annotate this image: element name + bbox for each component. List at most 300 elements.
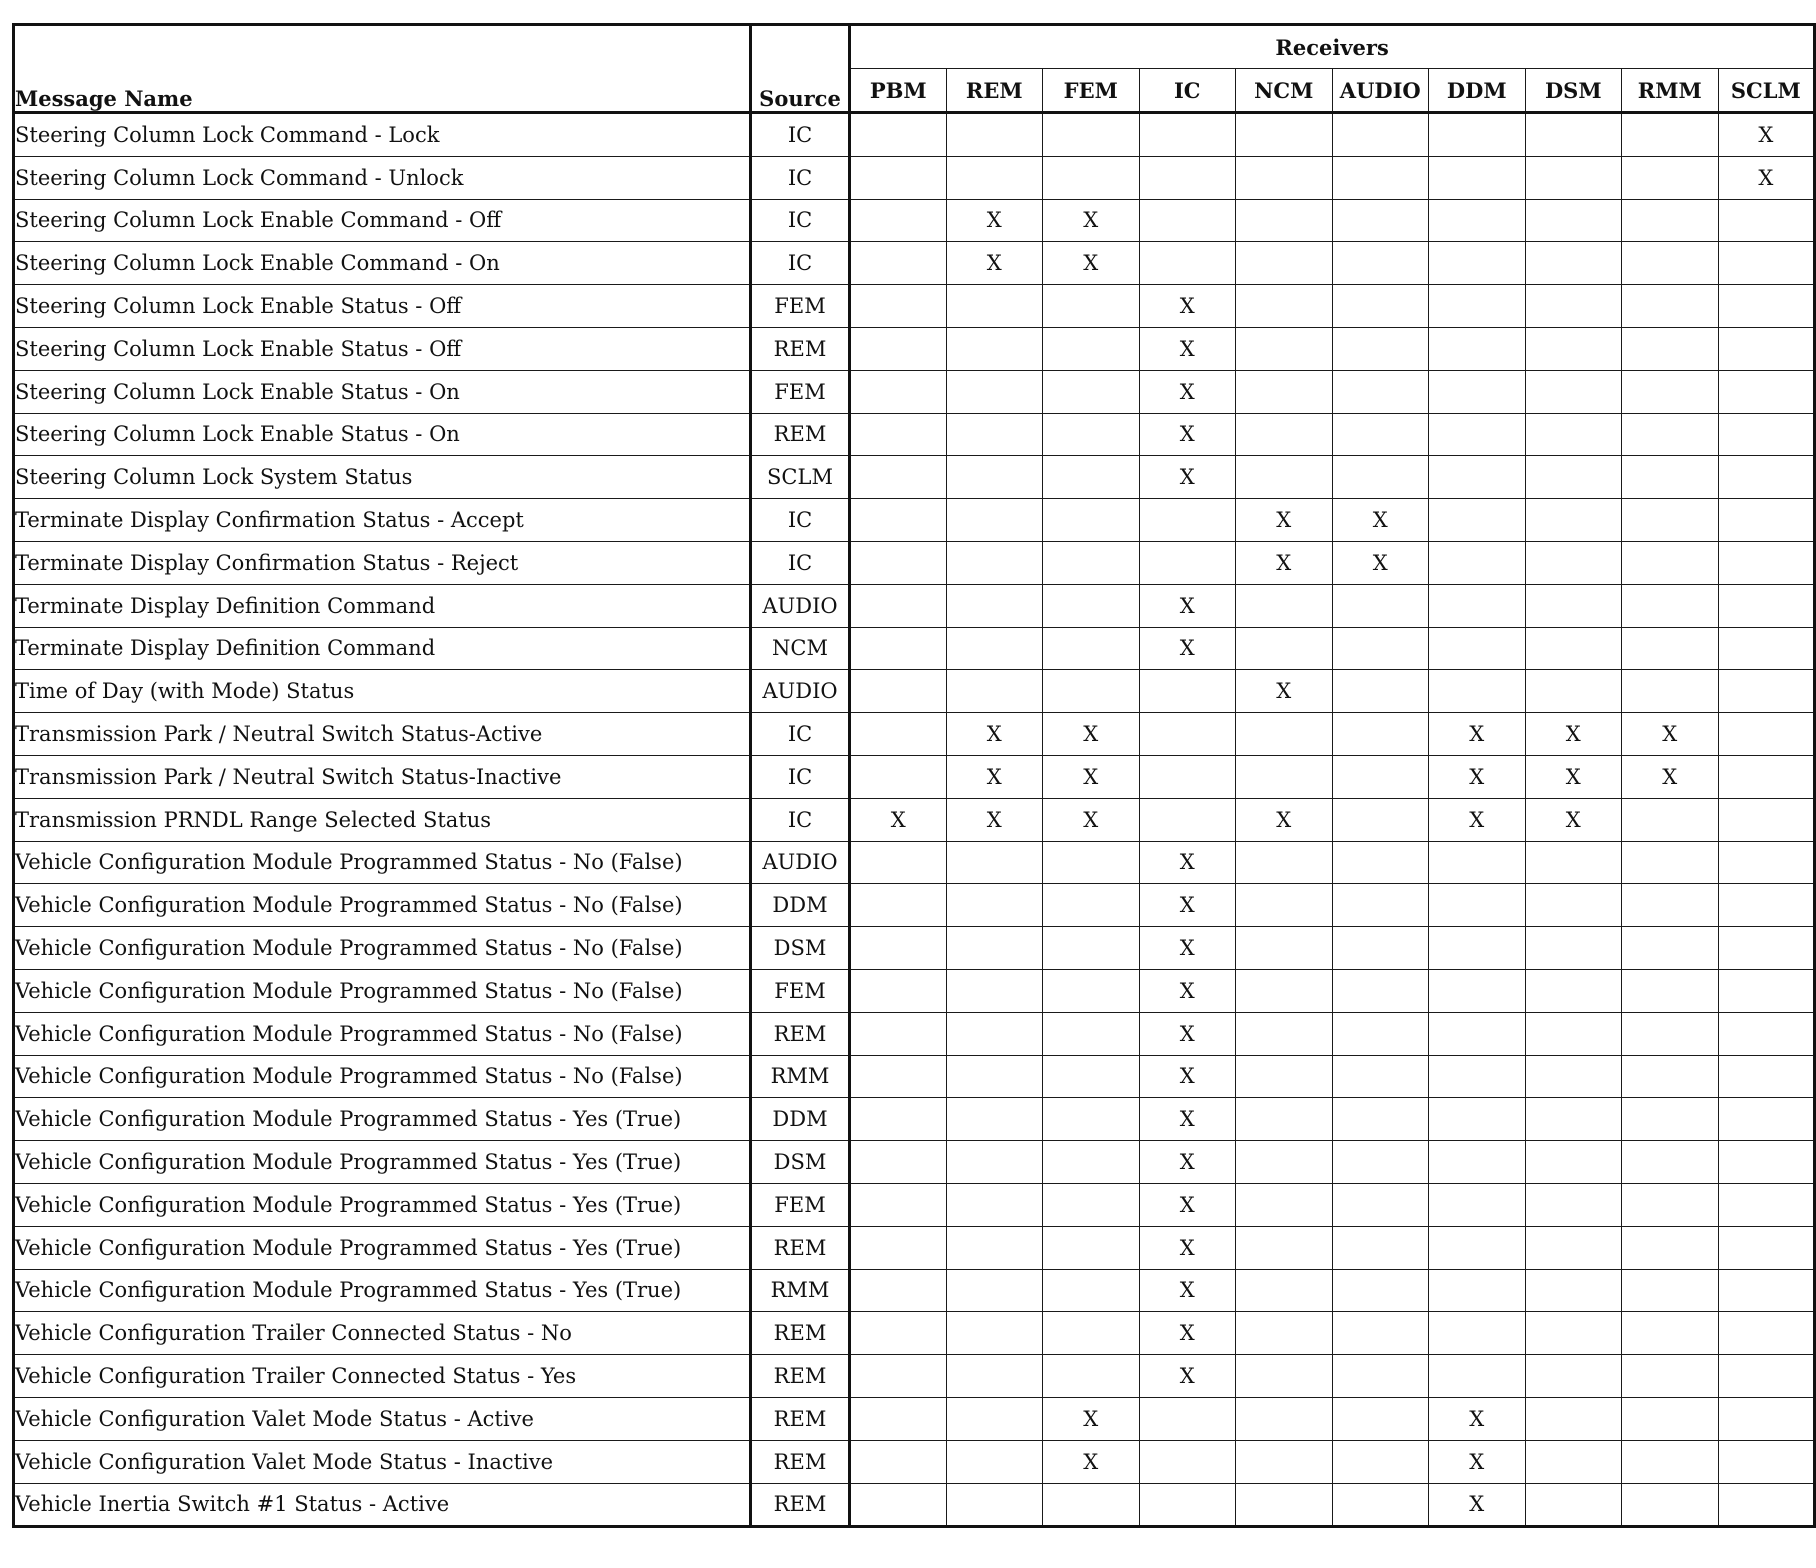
receiver-cell-ncm [1236, 1226, 1333, 1269]
receiver-cell-audio [1332, 1141, 1429, 1184]
receiver-cell-ic [1139, 1183, 1236, 1226]
receiver-cell-ic [1139, 1141, 1236, 1184]
source-cell: IC [751, 798, 850, 841]
receiver-cell-ic [1139, 156, 1236, 199]
receiver-cell-rmm [1622, 1012, 1719, 1055]
receiver-cell-audio [1332, 798, 1429, 841]
source-cell: IC [751, 199, 850, 242]
message-name-cell: Vehicle Configuration Module Programmed Status - No (False) [14, 884, 751, 927]
receiver-cell-dsm [1525, 713, 1622, 756]
receiver-cell-dsm [1525, 199, 1622, 242]
message-name-cell: Vehicle Configuration Module Programmed Status - No (False) [14, 1055, 751, 1098]
receiver-cell-pbm [850, 584, 947, 627]
table-row [14, 1312, 1815, 1355]
receiver-cell-audio [1332, 1312, 1429, 1355]
receiver-cell-sclm [1718, 1055, 1815, 1098]
header-receiver-sclm: SCLM [1718, 69, 1815, 113]
receiver-mark: X [1758, 122, 1774, 147]
receiver-cell-ncm [1236, 1397, 1333, 1440]
receiver-mark: X [1469, 807, 1485, 832]
receiver-cell-pbm [850, 113, 947, 157]
receiver-cell-rmm [1622, 1397, 1719, 1440]
source-cell: AUDIO [751, 584, 850, 627]
message-name-cell: Transmission Park / Neutral Switch Status-Inactive [14, 755, 751, 798]
receiver-cell-fem [1043, 1397, 1140, 1440]
receiver-cell-fem [1043, 841, 1140, 884]
receiver-cell-fem [1043, 584, 1140, 627]
receiver-mark: X [1179, 1021, 1195, 1046]
message-name-cell: Vehicle Configuration Valet Mode Status - Active [14, 1397, 751, 1440]
receiver-cell-ic [1139, 541, 1236, 584]
receiver-cell-rem [946, 670, 1043, 713]
receiver-cell-dsm [1525, 584, 1622, 627]
message-name-cell: Vehicle Configuration Module Programmed Status - Yes (True) [14, 1098, 751, 1141]
source-cell: FEM [751, 285, 850, 328]
receiver-cell-ncm [1236, 1012, 1333, 1055]
table-row [14, 413, 1815, 456]
receiver-cell-dsm [1525, 798, 1622, 841]
message-name-cell: Steering Column Lock Enable Status - On [14, 370, 751, 413]
receiver-cell-fem [1043, 627, 1140, 670]
receiver-mark: X [1565, 722, 1581, 747]
receiver-cell-fem [1043, 1483, 1140, 1527]
source-cell: RMM [751, 1055, 850, 1098]
receiver-cell-ncm [1236, 1055, 1333, 1098]
receiver-cell-rmm [1622, 670, 1719, 713]
receiver-cell-ddm [1429, 1440, 1526, 1483]
receiver-cell-audio [1332, 1183, 1429, 1226]
receiver-cell-ic [1139, 413, 1236, 456]
receiver-cell-sclm [1718, 1183, 1815, 1226]
receiver-cell-sclm [1718, 1269, 1815, 1312]
table-row [14, 1269, 1815, 1312]
receiver-cell-audio [1332, 584, 1429, 627]
receiver-cell-fem [1043, 1012, 1140, 1055]
receiver-cell-dsm [1525, 1055, 1622, 1098]
receiver-mark: X [890, 807, 906, 832]
receiver-cell-audio [1332, 670, 1429, 713]
receiver-cell-sclm [1718, 113, 1815, 157]
receiver-mark: X [1179, 1321, 1195, 1346]
source-cell: REM [751, 1355, 850, 1398]
receiver-cell-pbm [850, 670, 947, 713]
receiver-cell-ic [1139, 1226, 1236, 1269]
message-name-cell: Steering Column Lock Enable Status - On [14, 413, 751, 456]
receiver-cell-rem [946, 1483, 1043, 1527]
message-name-cell: Steering Column Lock Enable Status - Off [14, 285, 751, 328]
receiver-cell-rmm [1622, 584, 1719, 627]
receiver-cell-ddm [1429, 627, 1526, 670]
receiver-cell-ncm [1236, 1312, 1333, 1355]
header-receiver-rmm: RMM [1622, 69, 1719, 113]
message-name-cell: Terminate Display Definition Command [14, 584, 751, 627]
receiver-cell-ic [1139, 1312, 1236, 1355]
receiver-cell-rem [946, 1012, 1043, 1055]
receiver-cell-audio [1332, 156, 1429, 199]
receiver-cell-ddm [1429, 456, 1526, 499]
receiver-cell-dsm [1525, 156, 1622, 199]
receiver-cell-ic [1139, 1483, 1236, 1527]
receiver-cell-rmm [1622, 755, 1719, 798]
receiver-cell-rem [946, 1098, 1043, 1141]
receiver-mark: X [1372, 508, 1388, 533]
receiver-cell-ic [1139, 1098, 1236, 1141]
receiver-cell-fem [1043, 670, 1140, 713]
receiver-cell-rmm [1622, 1312, 1719, 1355]
table-row [14, 798, 1815, 841]
receiver-cell-dsm [1525, 499, 1622, 542]
receiver-cell-ncm [1236, 798, 1333, 841]
receiver-cell-ncm [1236, 1355, 1333, 1398]
receiver-cell-sclm [1718, 327, 1815, 370]
message-name-cell: Terminate Display Definition Command [14, 627, 751, 670]
receiver-cell-ncm [1236, 541, 1333, 584]
receiver-cell-rmm [1622, 541, 1719, 584]
table-row [14, 627, 1815, 670]
receiver-mark: X [1179, 294, 1195, 319]
table-body [14, 113, 1815, 1527]
receiver-mark: X [1083, 1449, 1099, 1474]
receiver-cell-ic [1139, 927, 1236, 970]
receiver-cell-dsm [1525, 413, 1622, 456]
message-name-cell: Vehicle Configuration Module Programmed Status - Yes (True) [14, 1183, 751, 1226]
source-cell: DDM [751, 884, 850, 927]
receiver-cell-pbm [850, 1012, 947, 1055]
receiver-cell-fem [1043, 327, 1140, 370]
receiver-cell-ic [1139, 285, 1236, 328]
receiver-cell-ncm [1236, 927, 1333, 970]
receiver-cell-ncm [1236, 413, 1333, 456]
table-row [14, 1055, 1815, 1098]
receiver-cell-rem [946, 285, 1043, 328]
receiver-mark: X [1083, 1406, 1099, 1431]
receiver-cell-rem [946, 1440, 1043, 1483]
receiver-cell-pbm [850, 199, 947, 242]
receiver-cell-rmm [1622, 841, 1719, 884]
receiver-cell-sclm [1718, 1483, 1815, 1527]
receiver-mark: X [1179, 850, 1195, 875]
receiver-cell-dsm [1525, 927, 1622, 970]
receiver-mark: X [986, 807, 1002, 832]
receiver-cell-audio [1332, 1440, 1429, 1483]
receiver-cell-rem [946, 541, 1043, 584]
header-message-name: Message Name [14, 25, 751, 113]
receiver-cell-dsm [1525, 285, 1622, 328]
receiver-cell-pbm [850, 627, 947, 670]
receiver-cell-rem [946, 713, 1043, 756]
receiver-mark: X [1179, 1064, 1195, 1089]
receiver-cell-dsm [1525, 1312, 1622, 1355]
receiver-cell-audio [1332, 413, 1429, 456]
table-row [14, 884, 1815, 927]
receiver-cell-dsm [1525, 242, 1622, 285]
receiver-cell-fem [1043, 1312, 1140, 1355]
receiver-cell-sclm [1718, 1440, 1815, 1483]
receiver-cell-rem [946, 841, 1043, 884]
receiver-cell-pbm [850, 1312, 947, 1355]
receiver-cell-sclm [1718, 499, 1815, 542]
table-row [14, 1226, 1815, 1269]
header-row-top [14, 25, 1815, 69]
receiver-cell-pbm [850, 1098, 947, 1141]
receiver-cell-rem [946, 499, 1043, 542]
receiver-mark: X [1083, 251, 1099, 276]
receiver-cell-rmm [1622, 1055, 1719, 1098]
receiver-mark: X [1469, 1406, 1485, 1431]
message-name-cell: Transmission Park / Neutral Switch Status-Active [14, 713, 751, 756]
receiver-cell-pbm [850, 156, 947, 199]
table-row [14, 1098, 1815, 1141]
receiver-cell-ic [1139, 1012, 1236, 1055]
receiver-cell-pbm [850, 413, 947, 456]
receiver-cell-dsm [1525, 1397, 1622, 1440]
receiver-cell-ic [1139, 969, 1236, 1012]
receiver-cell-pbm [850, 1397, 947, 1440]
receiver-cell-dsm [1525, 456, 1622, 499]
receiver-cell-dsm [1525, 1183, 1622, 1226]
receiver-cell-ncm [1236, 1440, 1333, 1483]
receiver-cell-ddm [1429, 1141, 1526, 1184]
receiver-cell-fem [1043, 156, 1140, 199]
source-cell: DSM [751, 927, 850, 970]
receiver-cell-audio [1332, 1012, 1429, 1055]
receiver-cell-ddm [1429, 755, 1526, 798]
message-name-cell: Vehicle Configuration Module Programmed Status - No (False) [14, 969, 751, 1012]
receiver-cell-dsm [1525, 670, 1622, 713]
table-row [14, 841, 1815, 884]
receiver-cell-fem [1043, 884, 1140, 927]
receiver-mark: X [1179, 1192, 1195, 1217]
receiver-cell-ic [1139, 670, 1236, 713]
receiver-cell-pbm [850, 1183, 947, 1226]
header-receiver-pbm: PBM [850, 69, 947, 113]
receiver-mark: X [1565, 764, 1581, 789]
receiver-mark: X [1179, 893, 1195, 918]
receiver-cell-dsm [1525, 113, 1622, 157]
receiver-cell-fem [1043, 755, 1140, 798]
receiver-cell-dsm [1525, 327, 1622, 370]
receiver-cell-ncm [1236, 113, 1333, 157]
receiver-cell-rmm [1622, 1483, 1719, 1527]
receiver-mark: X [1469, 1449, 1485, 1474]
receiver-cell-sclm [1718, 713, 1815, 756]
receiver-mark: X [1372, 550, 1388, 575]
table-row [14, 1483, 1815, 1527]
receiver-cell-rem [946, 884, 1043, 927]
receiver-cell-pbm [850, 1269, 947, 1312]
receiver-cell-audio [1332, 1226, 1429, 1269]
receiver-cell-ncm [1236, 327, 1333, 370]
receiver-cell-ddm [1429, 370, 1526, 413]
receiver-cell-sclm [1718, 1397, 1815, 1440]
source-cell: IC [751, 156, 850, 199]
source-cell: REM [751, 413, 850, 456]
source-cell: REM [751, 1226, 850, 1269]
receiver-cell-fem [1043, 285, 1140, 328]
receiver-cell-ic [1139, 1397, 1236, 1440]
receiver-cell-sclm [1718, 1141, 1815, 1184]
receiver-cell-ic [1139, 327, 1236, 370]
receiver-mark: X [1179, 1364, 1195, 1388]
table-row [14, 156, 1815, 199]
receiver-cell-ddm [1429, 798, 1526, 841]
receiver-cell-ic [1139, 798, 1236, 841]
receiver-cell-ncm [1236, 456, 1333, 499]
source-cell: IC [751, 755, 850, 798]
receiver-mark: X [1469, 1492, 1485, 1517]
receiver-cell-pbm [850, 1226, 947, 1269]
receiver-cell-rem [946, 242, 1043, 285]
receiver-cell-ddm [1429, 285, 1526, 328]
message-name-cell: Transmission PRNDL Range Selected Status [14, 798, 751, 841]
receiver-cell-fem [1043, 242, 1140, 285]
receiver-cell-rem [946, 199, 1043, 242]
receiver-cell-fem [1043, 113, 1140, 157]
receiver-cell-ic [1139, 242, 1236, 285]
receiver-cell-ddm [1429, 670, 1526, 713]
table-row [14, 456, 1815, 499]
receiver-cell-ddm [1429, 499, 1526, 542]
receiver-cell-rem [946, 1226, 1043, 1269]
receiver-cell-fem [1043, 798, 1140, 841]
table-row [14, 499, 1815, 542]
receiver-cell-audio [1332, 1355, 1429, 1398]
receiver-cell-dsm [1525, 755, 1622, 798]
receiver-cell-ddm [1429, 199, 1526, 242]
receiver-cell-ddm [1429, 1355, 1526, 1398]
receiver-cell-sclm [1718, 1355, 1815, 1398]
receiver-mark: X [986, 764, 1002, 789]
receiver-cell-rem [946, 156, 1043, 199]
message-name-cell: Vehicle Configuration Module Programmed Status - No (False) [14, 1012, 751, 1055]
source-cell: REM [751, 327, 850, 370]
receiver-cell-rmm [1622, 1269, 1719, 1312]
receiver-cell-ddm [1429, 541, 1526, 584]
receiver-mark: X [1083, 208, 1099, 233]
receiver-cell-dsm [1525, 1269, 1622, 1312]
receiver-cell-ic [1139, 841, 1236, 884]
receiver-cell-rem [946, 755, 1043, 798]
receiver-mark: X [1758, 165, 1774, 190]
receiver-cell-pbm [850, 541, 947, 584]
receiver-cell-fem [1043, 927, 1140, 970]
receiver-cell-rem [946, 327, 1043, 370]
header-receiver-rem: REM [946, 69, 1043, 113]
receiver-cell-rem [946, 1397, 1043, 1440]
receiver-cell-rmm [1622, 370, 1719, 413]
receiver-cell-ic [1139, 1355, 1236, 1398]
receiver-cell-rmm [1622, 1141, 1719, 1184]
source-cell: REM [751, 1483, 850, 1527]
receiver-cell-rmm [1622, 456, 1719, 499]
message-name-cell: Time of Day (with Mode) Status [14, 670, 751, 713]
source-cell: IC [751, 113, 850, 157]
receiver-cell-dsm [1525, 370, 1622, 413]
source-cell: IC [751, 541, 850, 584]
receiver-mark: X [986, 722, 1002, 747]
receiver-cell-ddm [1429, 584, 1526, 627]
receiver-cell-pbm [850, 969, 947, 1012]
receiver-cell-ncm [1236, 499, 1333, 542]
receiver-cell-ncm [1236, 1183, 1333, 1226]
receiver-cell-ic [1139, 199, 1236, 242]
receiver-cell-audio [1332, 499, 1429, 542]
receiver-cell-pbm [850, 713, 947, 756]
source-cell: AUDIO [751, 841, 850, 884]
receiver-cell-ddm [1429, 1183, 1526, 1226]
receiver-cell-dsm [1525, 1141, 1622, 1184]
receiver-cell-dsm [1525, 1355, 1622, 1398]
receiver-cell-ddm [1429, 113, 1526, 157]
receiver-mark: X [1179, 336, 1195, 361]
receiver-cell-ddm [1429, 713, 1526, 756]
message-name-cell: Vehicle Configuration Trailer Connected Status - No [14, 1312, 751, 1355]
receiver-cell-rem [946, 1055, 1043, 1098]
table-row [14, 927, 1815, 970]
receiver-cell-sclm [1718, 1098, 1815, 1141]
receiver-cell-dsm [1525, 1226, 1622, 1269]
receiver-cell-fem [1043, 1183, 1140, 1226]
table-row [14, 541, 1815, 584]
receiver-cell-audio [1332, 841, 1429, 884]
receiver-cell-dsm [1525, 541, 1622, 584]
receiver-cell-ncm [1236, 1098, 1333, 1141]
source-cell: REM [751, 1312, 850, 1355]
table-header [14, 25, 1815, 113]
receiver-cell-pbm [850, 456, 947, 499]
receiver-cell-fem [1043, 1098, 1140, 1141]
receiver-mark: X [1083, 807, 1099, 832]
receiver-cell-sclm [1718, 584, 1815, 627]
receiver-cell-fem [1043, 456, 1140, 499]
receiver-cell-fem [1043, 1269, 1140, 1312]
receiver-cell-sclm [1718, 798, 1815, 841]
receiver-cell-pbm [850, 755, 947, 798]
source-cell: FEM [751, 1183, 850, 1226]
table-row [14, 242, 1815, 285]
receiver-cell-ic [1139, 456, 1236, 499]
message-name-cell: Vehicle Configuration Module Programmed Status - Yes (True) [14, 1269, 751, 1312]
table-row [14, 584, 1815, 627]
receiver-cell-rem [946, 456, 1043, 499]
receiver-cell-audio [1332, 370, 1429, 413]
table-row [14, 755, 1815, 798]
receiver-mark: X [1179, 978, 1195, 1003]
receiver-cell-fem [1043, 1055, 1140, 1098]
receiver-cell-sclm [1718, 884, 1815, 927]
receiver-cell-ic [1139, 713, 1236, 756]
receiver-cell-ddm [1429, 1055, 1526, 1098]
receiver-cell-audio [1332, 884, 1429, 927]
receiver-cell-ddm [1429, 1483, 1526, 1527]
receiver-cell-ic [1139, 1440, 1236, 1483]
receiver-cell-rem [946, 627, 1043, 670]
receiver-mark: X [1083, 764, 1099, 789]
receiver-cell-rmm [1622, 798, 1719, 841]
table-row [14, 370, 1815, 413]
receiver-cell-ncm [1236, 199, 1333, 242]
receiver-cell-sclm [1718, 627, 1815, 670]
receiver-cell-ddm [1429, 927, 1526, 970]
receiver-mark: X [986, 251, 1002, 276]
source-cell: REM [751, 1012, 850, 1055]
message-name-cell: Steering Column Lock Command - Lock [14, 113, 751, 157]
receiver-cell-rmm [1622, 627, 1719, 670]
message-name-cell: Vehicle Configuration Valet Mode Status - Inactive [14, 1440, 751, 1483]
receiver-cell-rmm [1622, 327, 1719, 370]
message-name-cell: Steering Column Lock Enable Status - Off [14, 327, 751, 370]
receiver-mark: X [1276, 508, 1292, 533]
